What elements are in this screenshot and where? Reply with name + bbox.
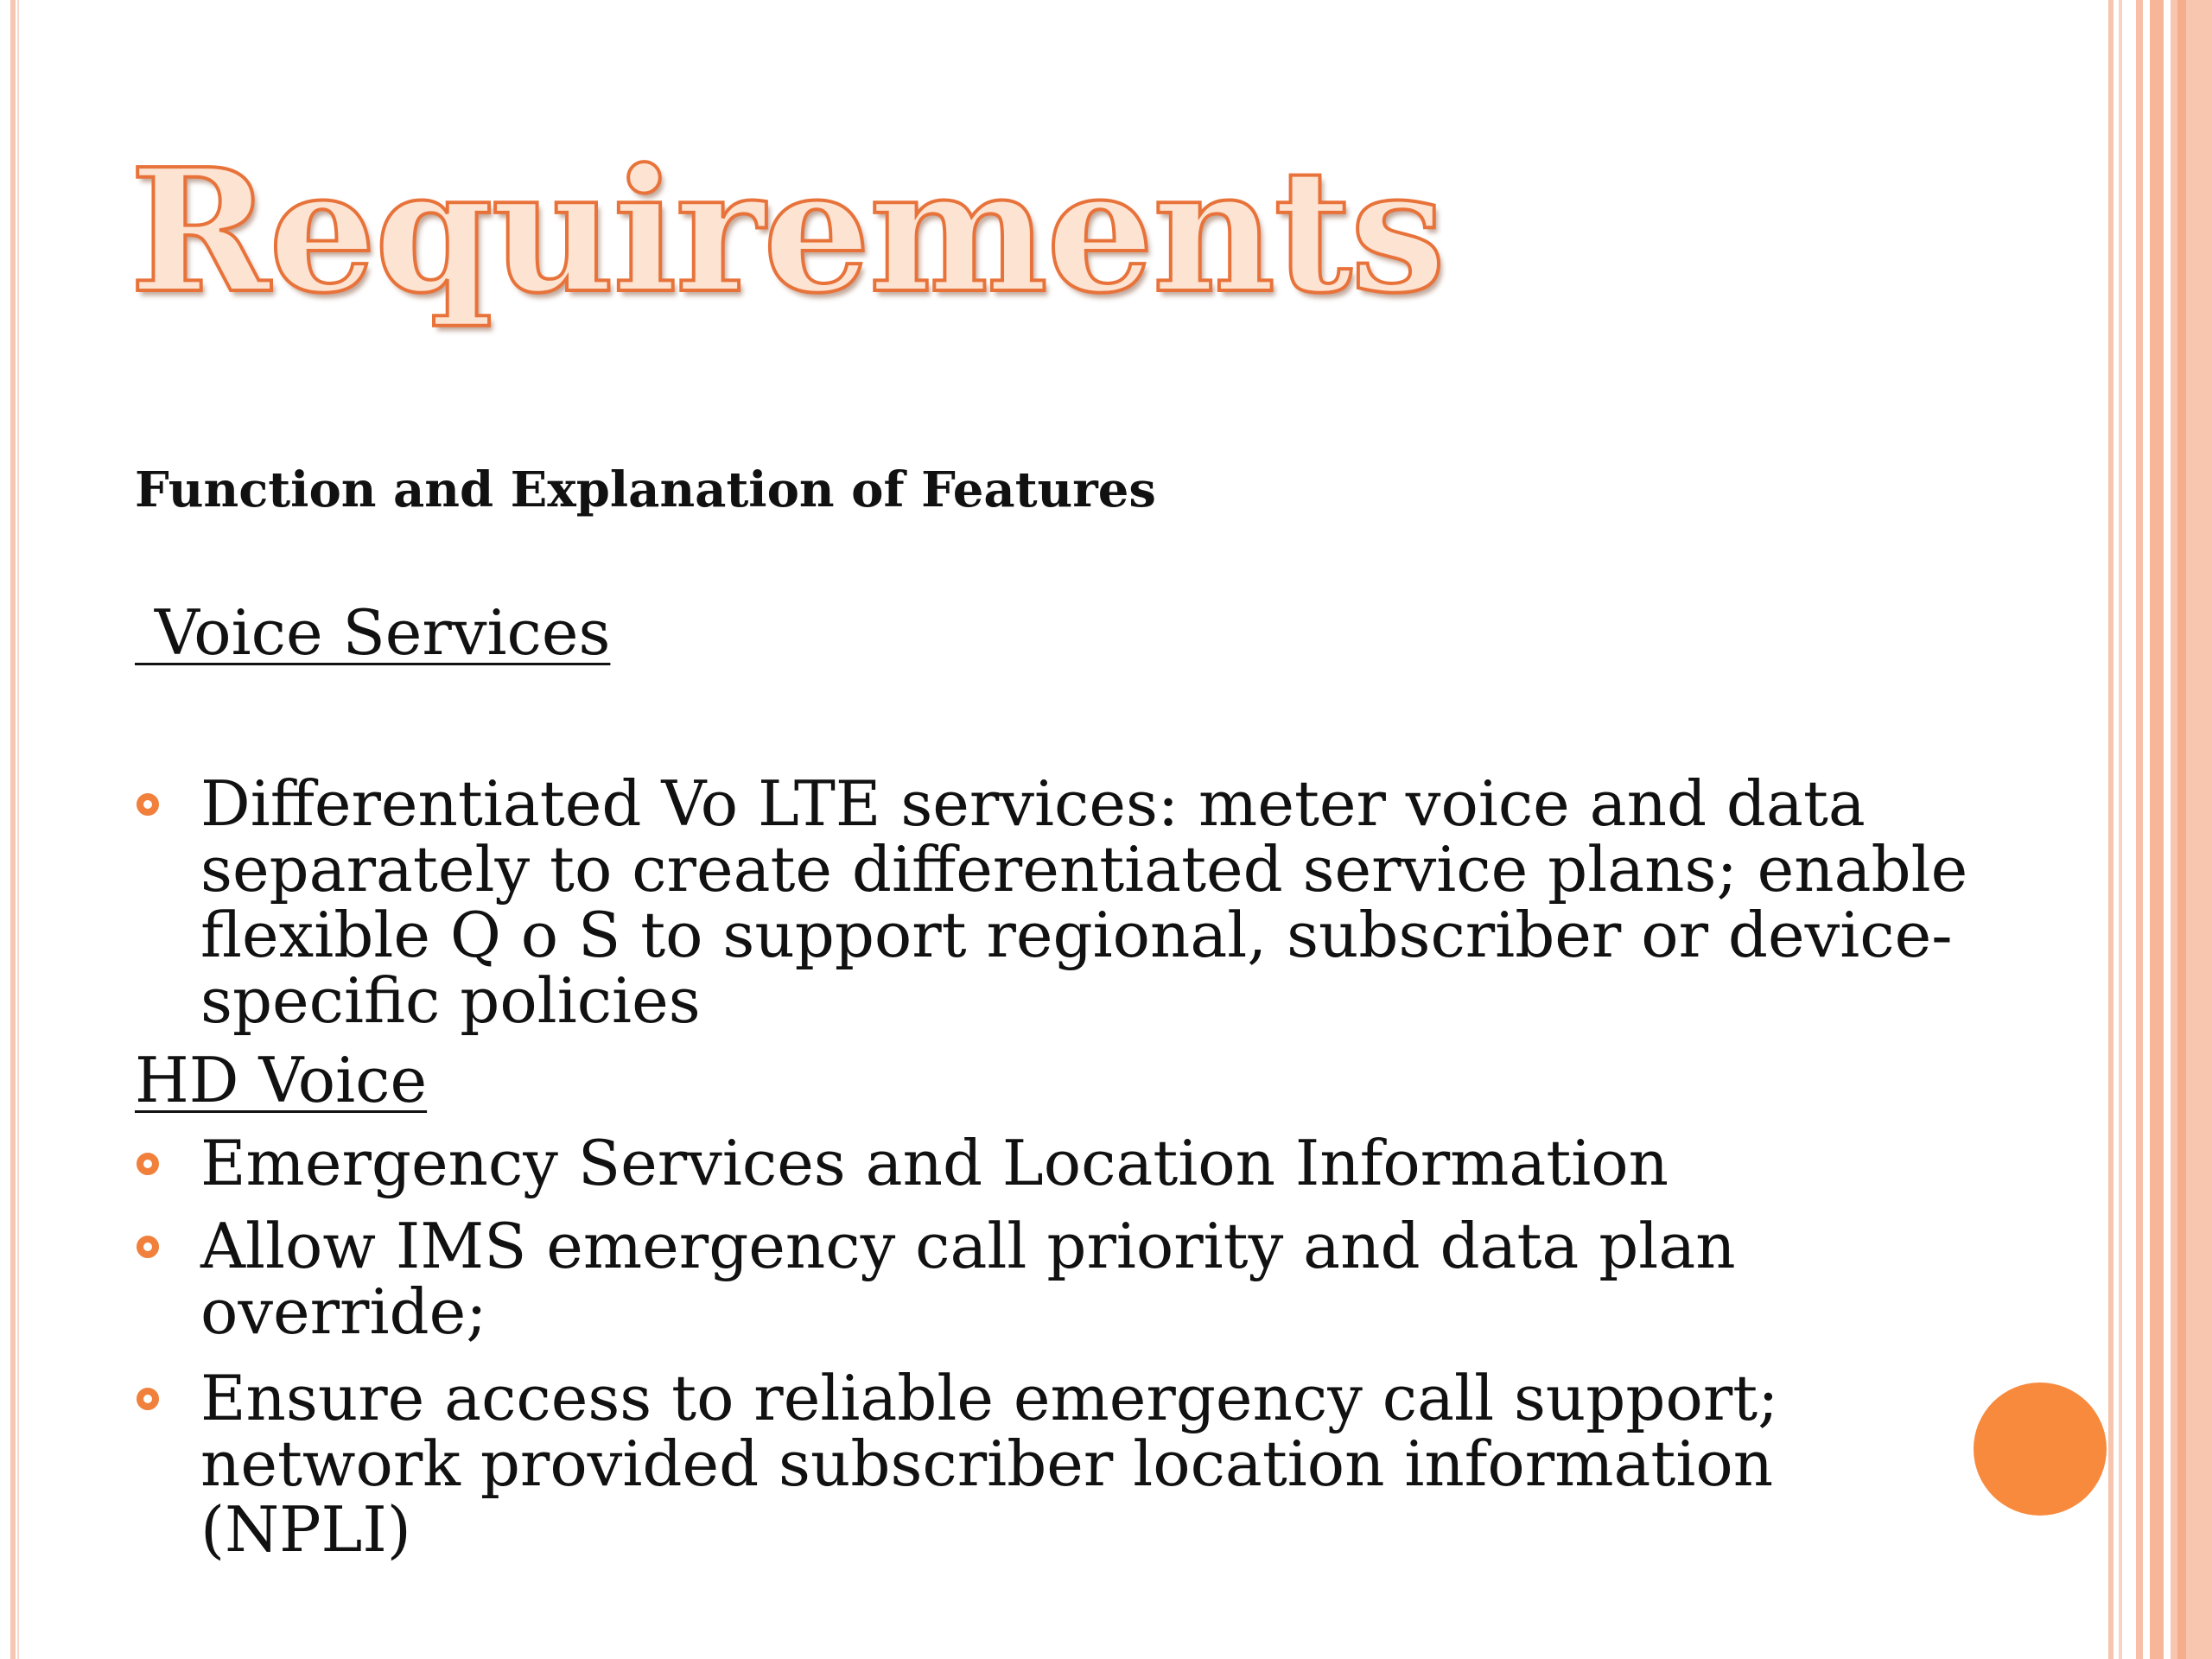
bullet-circle-icon	[137, 793, 159, 816]
bullet-text: Emergency Services and Location Information	[200, 1127, 1669, 1199]
slide-subtitle: Function and Explanation of Features	[135, 461, 1156, 518]
bullet-circle-icon	[137, 1153, 159, 1175]
right-border-band	[2108, 0, 2113, 1659]
bullet-text: Differentiated Vo LTE services: meter voice and data separately to create differentiated service plans; enable flexible Q o S to support regional, subscriber or device-specific policies	[200, 767, 1968, 1037]
right-border-band	[2119, 0, 2122, 1659]
section-heading-hd-voice: HD Voice	[135, 1044, 428, 1116]
decorative-orange-circle	[1974, 1382, 2107, 1516]
bullet-text: Allow IMS emergency call priority and data plan override;	[200, 1210, 1736, 1348]
left-border-line-inner	[17, 0, 19, 1659]
left-border-line	[10, 0, 16, 1659]
right-border-band	[2177, 0, 2186, 1659]
bullet-circle-icon	[137, 1388, 159, 1410]
slide-title: Requirements	[130, 132, 1445, 331]
right-border-band	[2136, 0, 2143, 1659]
right-border-band	[2150, 0, 2164, 1659]
section-heading-voice-services: Voice Services	[135, 596, 611, 669]
bullet-text: Ensure access to reliable emergency call support; network provided subscriber location information (NPLI)	[200, 1362, 1779, 1566]
bullet-circle-icon	[137, 1236, 159, 1258]
